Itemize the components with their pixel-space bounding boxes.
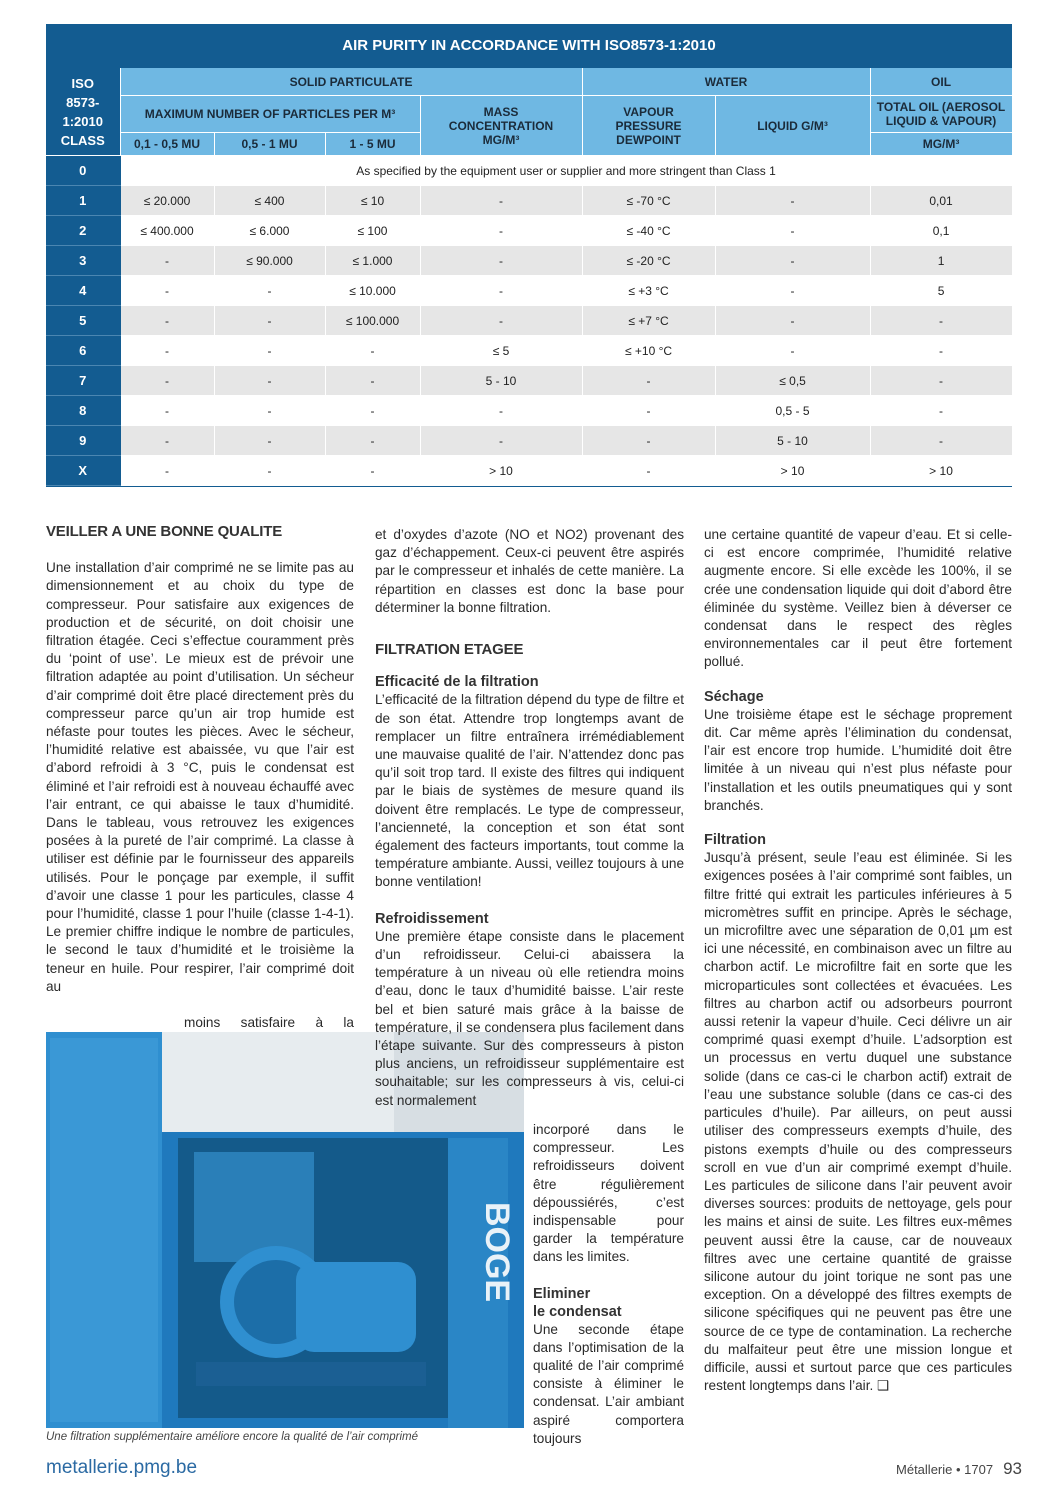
- end-mark-icon: ❑: [877, 1378, 890, 1394]
- table-cell: > 10: [420, 456, 582, 486]
- table-cell: ≤ 1.000: [325, 246, 420, 276]
- paragraph: Une troisième étape est le séchage proprement dit. Car même après l’élimination du condensat, l’air est encore trop humide. L’humidité doit être limitée à un niveau qui n’est plus néfaste pour l’installation et les outils pneumatiques qui y sont branchés.: [704, 706, 1012, 813]
- table-row: [46, 366, 1012, 396]
- table-cell: ≤ 400.000: [120, 216, 214, 246]
- table-row: [46, 426, 1012, 456]
- table-cell: ≤ 0,5: [715, 366, 870, 396]
- paragraph: Jusqu’à présent, seule l’eau est éliminée. Si les exigences posées à l’air comprimé sont faibles, un filtre fritté qui extrait les particules inférieures à 5 micromètres suffit en principe. Après le séchage, un microfiltre avec une séparation de 0,01 µm est ici une nécessité, en combinaison avec un filtre au charbon actif. Le microfiltre fait en sorte que les microparticules sont collectées et évacuées. Les filtres au charbon actif ou adsorbeurs pourront aussi retenir la vapeur d’huile. Ceci délivre un air comprimé quasi exempt d’huile. L’adsorption est un processus en vertu duquel une substance solide (dans ce cas-ci le charbon actif) extrait de l’eau une substance soluble (dans ce cas-ci des particules d’huile). Par ailleurs, on peut aussi utiliser des compresseurs exempts d’huile, des pistons exempts d’huile ou des compresseurs scroll en vue d’un air comprimé exempt d’huile. Les particules de silicone dans l’air peuvent avoir diverses sources: produits de nettoyage, gels pour les mains et ainsi de suite. Les filtres eux-mêmes peuvent aussi être la cause, car de nouveaux filtres avec une certaine quantité de graisse silicone autour du joint torique ne sont pas une exception. On a développé des filtres exempts de silicone spécifiques qui ne peuvent pas être une source de ce type de contamination. La recherche du malfaiteur peut être une mission longue et difficile, aussi et surtout parce que ces particules restent longtemps dans l’air. ❑: [704, 850, 1012, 1394]
- table-cell: -: [120, 366, 214, 396]
- header-total-oil: TOTAL OIL (AEROSOL LIQUID & VAPOUR): [870, 96, 1012, 133]
- table-cell: ≤ +10 °C: [582, 336, 715, 366]
- table-cell: 0,01: [870, 186, 1012, 216]
- page-number: 93: [1003, 1459, 1022, 1478]
- table-title: AIR PURITY IN ACCORDANCE WITH ISO8573-1:2010: [46, 24, 1012, 68]
- table-cell: -: [214, 276, 325, 306]
- class-cell: 2: [46, 216, 120, 246]
- table-cell: -: [214, 426, 325, 456]
- subheading: Efficacité de la filtration: [375, 674, 539, 691]
- table-cell: ≤ -70 °C: [582, 186, 715, 216]
- table-cell: -: [214, 396, 325, 426]
- table-header-sub: [46, 96, 1012, 133]
- class-cell: 4: [46, 276, 120, 306]
- paragraph: Une installation d’air comprimé ne se limite pas au dimensionnement et au choix du type de compresseur. Pour satisfaire aux exigences de production et de sécurité, on doit choisir une filtration étagée. Ceci s’effectue couramment près du ‘point of use’. Le mieux est de prévoir une filtration adaptée au point d’utilisation. Un sécheur d’air comprimé doit être placé directement près du compresseur parce qu’un air trop humide est néfaste pour toutes les pièces. Avec le sécheur, l’humidité relative est abaissée, vu que l’air est d’abord refroidi à 3 °C, puis le condensat est éliminé et l’air refroidi est à nouveau échauffé avec l’air entrant, ce qui abaisse le taux d’humidité. Dans le tableau, vous retrouvez les exigences posées à la pureté de l’air comprimé. La classe à utiliser est définie par le fournisseur des appareils utilisés. Pour le ponçage par exemple, il suffit d’avoir une classe 1 pour les particules, classe 4 pour l’humidité, classe 1 pour l’huile (classe 1-4-1). Le premier chiffre indique le nombre de particules, le second le taux d’humidité et le troisième la teneur en huile. Pour respirer, l’air comprimé doit au: [46, 560, 354, 994]
- table-cell: -: [325, 426, 420, 456]
- table-cell: -: [870, 306, 1012, 336]
- subheading: Refroidissement: [375, 910, 489, 927]
- paragraph: Une seconde étape dans l’optimisation de la qualité de l’air comprimé consiste à éliminer le condensat. L’air ambiant aspiré comportera toujours: [533, 1321, 684, 1446]
- table-cell: -: [420, 426, 582, 456]
- table-cell: -: [120, 336, 214, 366]
- website-link[interactable]: metallerie.pmg.be: [46, 1457, 198, 1478]
- paragraph: Une première étape consiste dans le placement d’un refroidisseur. Celui-ci abaissera la température à un niveau où elle retiendra moins d’eau, donc le taux d’humidité baisse. L’air reste bel et bien saturé mais grâce à la baisse de température, il se condensera plus facilement dans l’étape suivante. Sur des compresseurs à piston plus anciens, un refroidisseur supplémentaire est souhaitable; sur les compresseurs à vis, celui-ci est normalement: [375, 928, 684, 1108]
- table-cell: -: [715, 216, 870, 246]
- table-cell: -: [214, 336, 325, 366]
- header-max-particles: MAXIMUM NUMBER OF PARTICLES PER M³: [120, 96, 420, 133]
- table-cell: -: [120, 246, 214, 276]
- table-cell: ≤ 6.000: [214, 216, 325, 246]
- table-cell: -: [870, 366, 1012, 396]
- table-row: [46, 156, 1012, 186]
- table-bottom-rule: [46, 486, 1012, 487]
- table-cell: -: [214, 456, 325, 486]
- section-heading: FILTRATION ETAGEE: [375, 641, 524, 659]
- header-liquid: LIQUID G/M³: [715, 96, 870, 156]
- table-cell: -: [325, 456, 420, 486]
- table-cell: -: [420, 396, 582, 426]
- iso-class-table: [46, 68, 1013, 486]
- table-cell: -: [582, 426, 715, 456]
- table-cell: -: [870, 396, 1012, 426]
- table-cell: -: [214, 366, 325, 396]
- class-cell: 0: [46, 156, 120, 186]
- table-cell: -: [870, 336, 1012, 366]
- table-cell: -: [214, 306, 325, 336]
- table-row: [46, 276, 1012, 306]
- table-cell: ≤ 90.000: [214, 246, 325, 276]
- table-cell: -: [420, 306, 582, 336]
- table-cell: -: [870, 426, 1012, 456]
- table-cell: > 10: [870, 456, 1012, 486]
- brand-logo-text: BOGE: [478, 1201, 516, 1303]
- header-size-range: 0,5 - 1 MU: [214, 133, 325, 156]
- header-mass-concentration: MASS CONCENTRATION MG/M³: [420, 96, 582, 156]
- paragraph: moins satisfaire à la: [184, 1015, 354, 1030]
- header-oil: OIL: [870, 68, 1012, 96]
- header-vapour-pressure: VAPOUR PRESSURE DEWPOINT: [582, 96, 715, 156]
- table-cell: 1: [870, 246, 1012, 276]
- table-row: [46, 216, 1012, 246]
- subheading: Séchage: [704, 688, 764, 705]
- article-column-1: [46, 523, 354, 996]
- table-cell: -: [325, 366, 420, 396]
- table-cell: 5 - 10: [715, 426, 870, 456]
- table-row: [46, 336, 1012, 366]
- class-cell: 7: [46, 366, 120, 396]
- table-cell: -: [325, 396, 420, 426]
- class-cell: 6: [46, 336, 120, 366]
- table-cell: ≤ -40 °C: [582, 216, 715, 246]
- article-column-3: [704, 526, 1012, 1395]
- table-cell: ≤ +3 °C: [582, 276, 715, 306]
- class-cell: X: [46, 456, 120, 486]
- paragraph: et d’oxydes d’azote (NO et NO2) provenant des gaz d’échappement. Ceux-ci peuvent être aspirés par le compresseur et inhalés de cette manière. La répartition en classes est donc la base pour déterminer la bonne filtration.: [375, 527, 684, 615]
- table-cell: -: [120, 306, 214, 336]
- table-cell: -: [715, 186, 870, 216]
- table-cell: -: [325, 336, 420, 366]
- table-cell: ≤ 10: [325, 186, 420, 216]
- table-cell: 0,1: [870, 216, 1012, 246]
- table-cell: -: [715, 336, 870, 366]
- table-cell: -: [420, 216, 582, 246]
- paragraph: une certaine quantité de vapeur d’eau. Et si celle-ci est encore comprimée, l’humidité relative augmente encore. Si elle excède les 100%, il se crée une condensation liquide qui doit d’abord être éliminée du système. Veillez bien à déverser ce condensat dans le respect des règles environnementales car il peut être fortement pollué.: [704, 527, 1012, 670]
- class0-description: As specified by the equipment user or supplier and more stringent than Class 1: [120, 156, 1012, 186]
- iso-class-header: ISO 8573- 1:2010 CLASS: [46, 68, 120, 156]
- table-cell: ≤ 100.000: [325, 306, 420, 336]
- table-row: [46, 306, 1012, 336]
- table-cell: ≤ 5: [420, 336, 582, 366]
- table-row: [46, 396, 1012, 426]
- table-cell: -: [715, 306, 870, 336]
- table-cell: 0,5 - 5: [715, 396, 870, 426]
- table-cell: > 10: [715, 456, 870, 486]
- table-cell: -: [120, 426, 214, 456]
- table-row: [46, 186, 1012, 216]
- table-cell: ≤ +7 °C: [582, 306, 715, 336]
- photo-caption: Une filtration supplémentaire améliore encore la qualité de l’air comprimé: [46, 1431, 419, 1443]
- table-cell: -: [582, 366, 715, 396]
- table-cell: -: [582, 396, 715, 426]
- class-cell: 9: [46, 426, 120, 456]
- page-footer: [896, 1459, 1022, 1479]
- table-cell: ≤ 400: [214, 186, 325, 216]
- subheading: Eliminer le condensat: [533, 1285, 622, 1320]
- paragraph: incorporé dans le compresseur. Les refroidisseurs doivent être régulièrement dépoussiérés, c’est indispensable pour garder la température dans les limites.: [533, 1122, 684, 1265]
- table-cell: -: [715, 246, 870, 276]
- subheading: Filtration: [704, 832, 767, 849]
- table-cell: -: [120, 396, 214, 426]
- air-purity-table: [46, 24, 1012, 487]
- header-size-range: 0,1 - 0,5 MU: [120, 133, 214, 156]
- table-cell: ≤ 10.000: [325, 276, 420, 306]
- table-cell: -: [715, 276, 870, 306]
- class-cell: 1: [46, 186, 120, 216]
- table-cell: -: [420, 186, 582, 216]
- table-cell: -: [420, 246, 582, 276]
- table-cell: -: [120, 276, 214, 306]
- article-column-2-tail: [533, 1121, 684, 1448]
- paragraph: L’efficacité de la filtration dépend du type de filtre et de son état. Attendre trop longtemps avant de remplacer un filtre entraînera irrémédiablement une mauvaise qualité de l’air. N’attendez donc pas qu’il soit trop tard. Il existe des filtres qui indiquent par le biais de systèmes de mesure quand ils doivent être remplacés. Le type de compresseur, l’ancienneté, la conception et son état sont également des facteurs importants, tout comme la température ambiante. Aussi, veillez toujours à une bonne ventilation!: [375, 692, 684, 890]
- header-solid-particulate: SOLID PARTICULATE: [120, 68, 582, 96]
- table-cell: 5 - 10: [420, 366, 582, 396]
- table-cell: -: [420, 276, 582, 306]
- table-cell: -: [120, 456, 214, 486]
- header-oil-unit: MG/M³: [870, 133, 1012, 156]
- table-row: [46, 456, 1012, 486]
- magazine-issue: Métallerie • 1707: [896, 1462, 994, 1477]
- table-cell: -: [582, 456, 715, 486]
- class-cell: 3: [46, 246, 120, 276]
- article-column-2: [375, 526, 684, 1110]
- table-header-groups: [46, 68, 1012, 96]
- table-cell: ≤ 100: [325, 216, 420, 246]
- class-cell: 5: [46, 306, 120, 336]
- header-water: WATER: [582, 68, 870, 96]
- table-cell: ≤ -20 °C: [582, 246, 715, 276]
- table-cell: ≤ 20.000: [120, 186, 214, 216]
- table-cell: 5: [870, 276, 1012, 306]
- header-size-range: 1 - 5 MU: [325, 133, 420, 156]
- table-row: [46, 246, 1012, 276]
- table-body: [46, 186, 1012, 486]
- section-heading: VEILLER A UNE BONNE QUALITE: [46, 523, 282, 540]
- class-cell: 8: [46, 396, 120, 426]
